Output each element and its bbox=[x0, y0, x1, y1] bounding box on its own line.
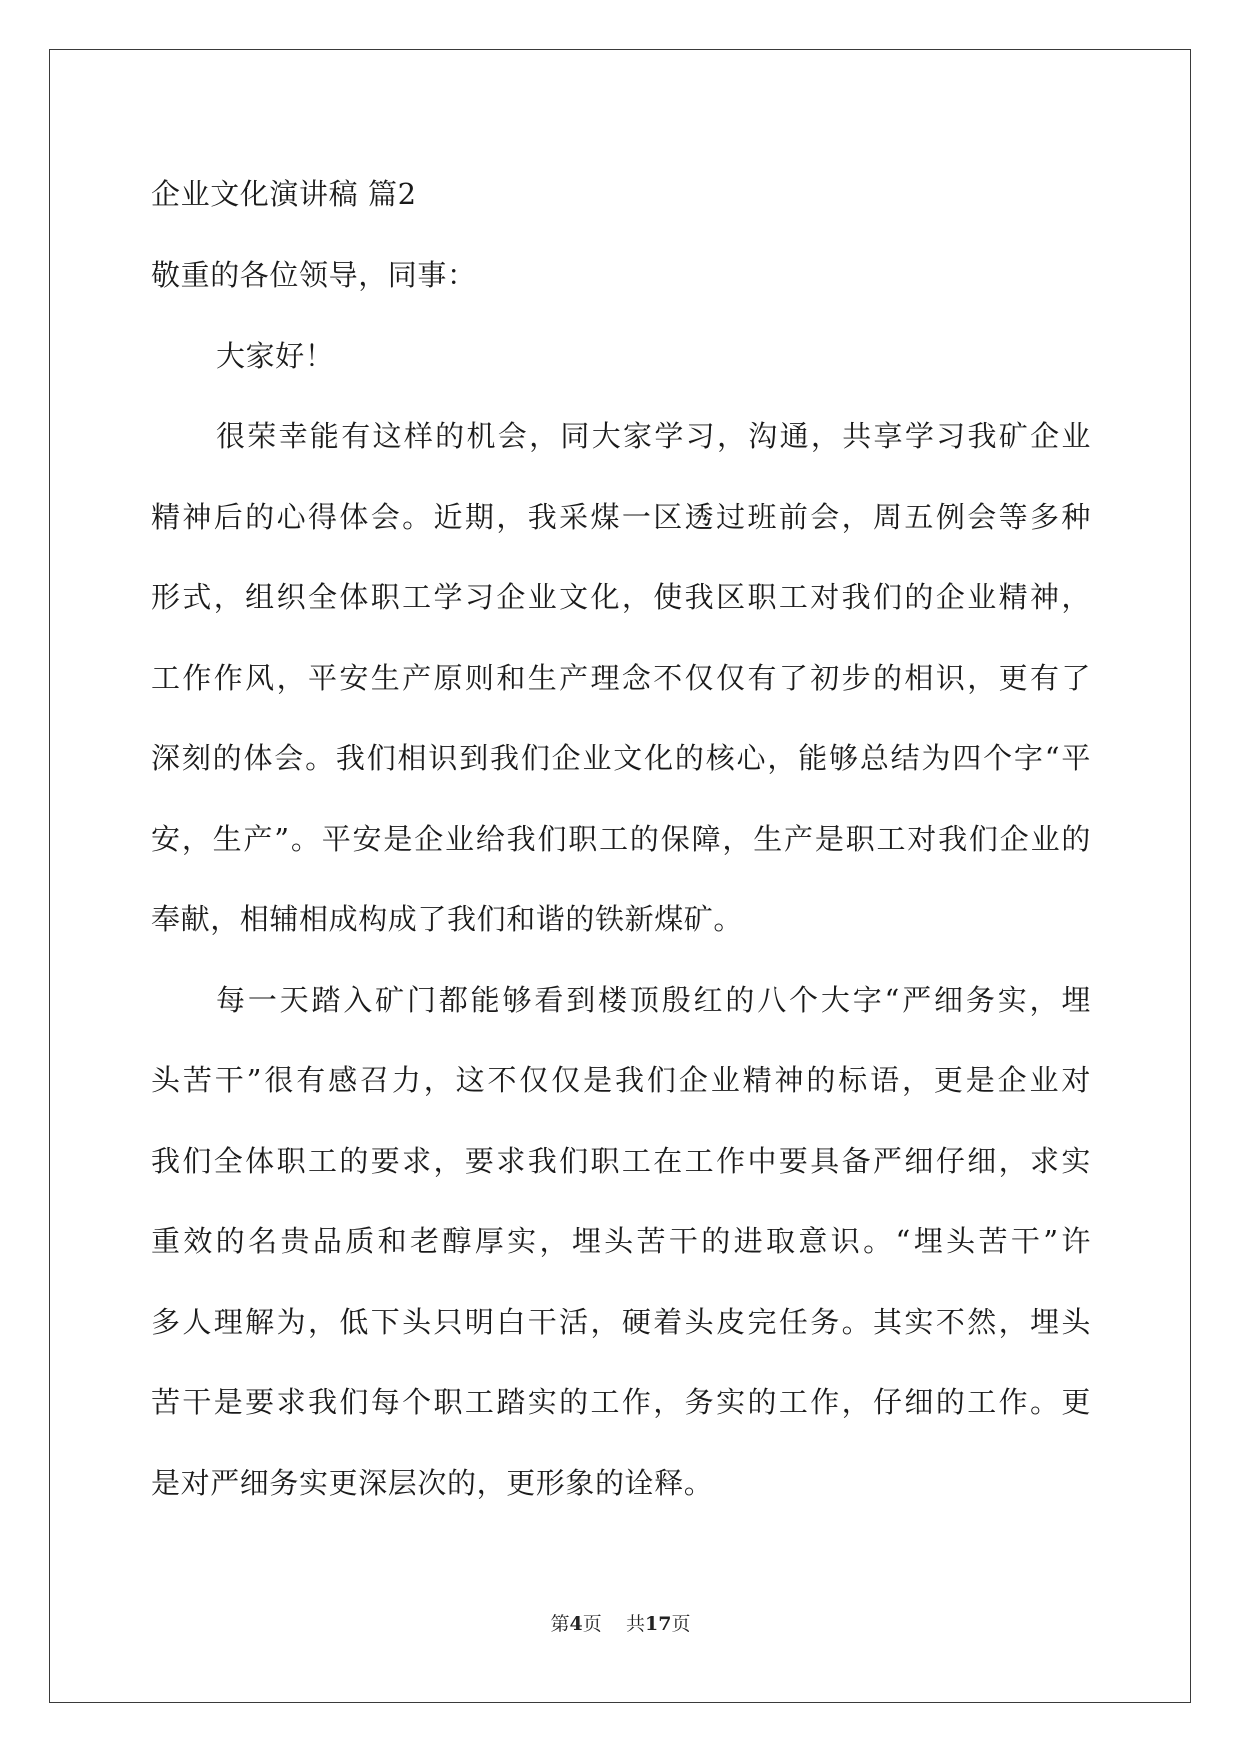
paragraph-line: 头苦干”很有感召力，这不仅仅是我们企业精神的标语，更是企业对 bbox=[151, 1063, 1091, 1097]
salutation: 敬重的各位领导，同事： bbox=[151, 258, 477, 292]
paragraph-line: 是对严细务实更深层次的，更形象的诠释。 bbox=[151, 1466, 714, 1500]
page-number-footer bbox=[0, 1612, 1241, 1636]
paragraph-line: 工作作风，平安生产原则和生产理念不仅仅有了初步的相识，更有了 bbox=[151, 661, 1091, 695]
paragraph-line: 形式，组织全体职工学习企业文化，使我区职工对我们的企业精神， bbox=[151, 580, 1091, 614]
paragraph-line: 很荣幸能有这样的机会，同大家学习，沟通，共享学习我矿企业 bbox=[216, 419, 1091, 453]
footer-total-prefix: 共 bbox=[625, 1613, 645, 1635]
footer-total-suffix: 页 bbox=[671, 1613, 691, 1635]
page-border bbox=[49, 49, 1191, 1703]
paragraph-line: 苦干是要求我们每个职工踏实的工作，务实的工作，仔细的工作。更 bbox=[151, 1385, 1091, 1419]
greeting: 大家好！ bbox=[216, 339, 335, 373]
footer-page-suffix: 页 bbox=[582, 1613, 602, 1635]
document-heading: 企业文化演讲稿 篇2 bbox=[151, 177, 417, 211]
footer-prefix: 第 bbox=[550, 1613, 570, 1635]
paragraph-line: 深刻的体会。我们相识到我们企业文化的核心，能够总结为四个字“平 bbox=[151, 741, 1091, 775]
paragraph-line: 奉献，相辅相成构成了我们和谐的铁新煤矿。 bbox=[151, 902, 744, 936]
paragraph-line: 精神后的心得体会。近期，我采煤一区透过班前会，周五例会等多种 bbox=[151, 500, 1091, 534]
paragraph-line: 每一天踏入矿门都能够看到楼顶殷红的八个大字“严细务实，埋 bbox=[216, 983, 1091, 1017]
paragraph-line: 多人理解为，低下头只明白干活，硬着头皮完任务。其实不然，埋头 bbox=[151, 1305, 1091, 1339]
paragraph-line: 重效的名贵品质和老醇厚实，埋头苦干的进取意识。“埋头苦干”许 bbox=[151, 1224, 1091, 1258]
current-page-number: 4 bbox=[569, 1613, 583, 1635]
total-pages-number: 17 bbox=[644, 1613, 672, 1635]
paragraph-line: 我们全体职工的要求，要求我们职工在工作中要具备严细仔细，求实 bbox=[151, 1144, 1091, 1178]
paragraph-line: 安，生产”。平安是企业给我们职工的保障，生产是职工对我们企业的 bbox=[151, 822, 1091, 856]
